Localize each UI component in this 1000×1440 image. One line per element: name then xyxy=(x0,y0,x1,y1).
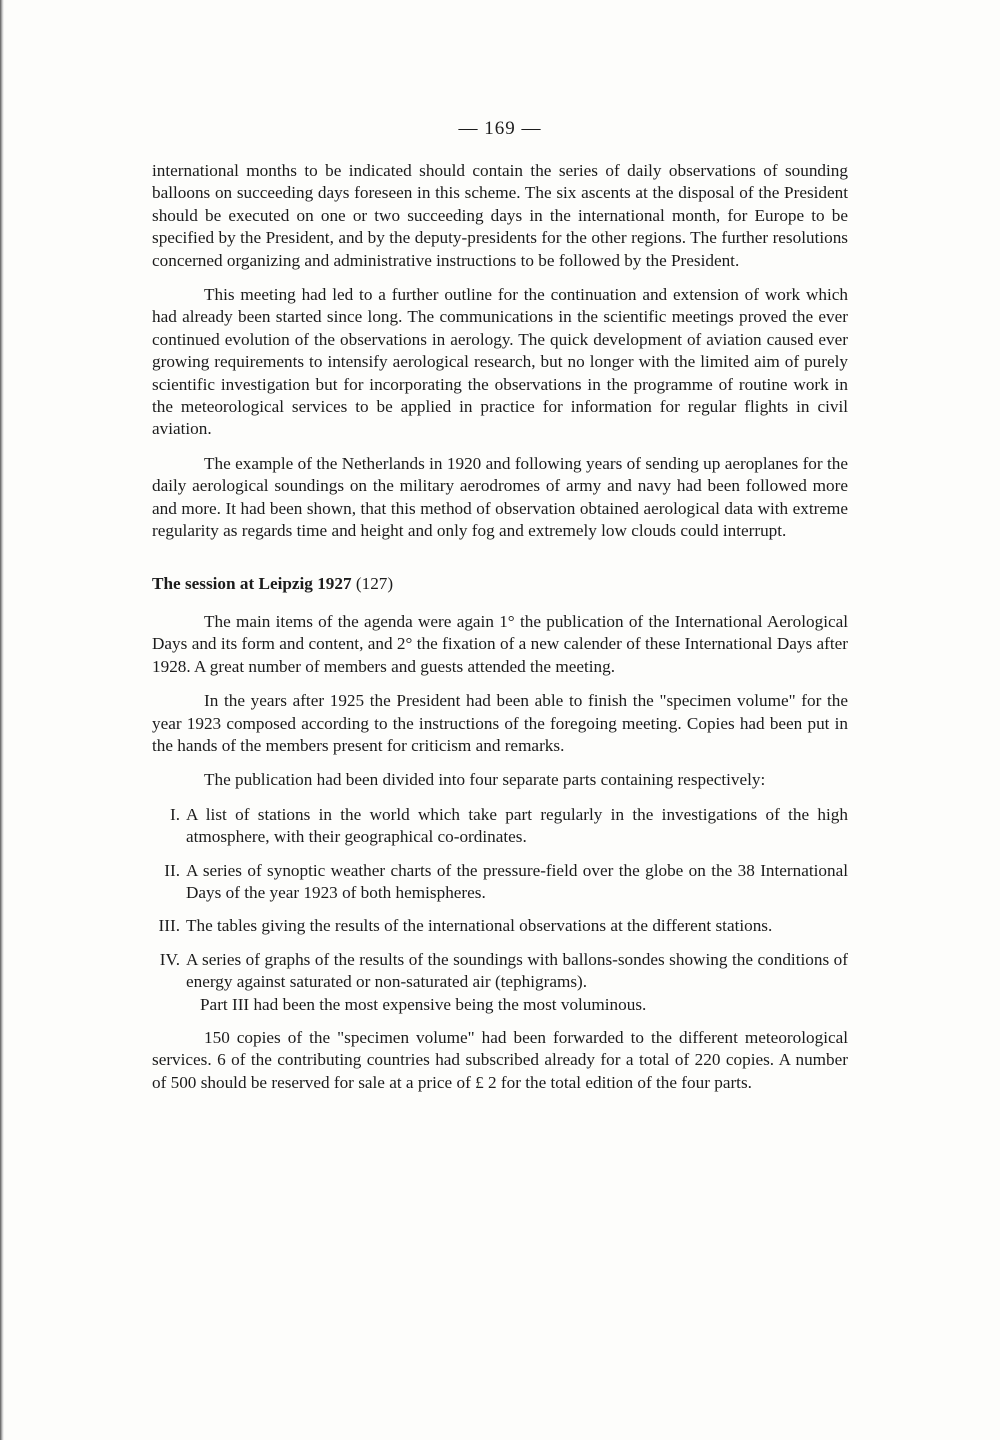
paragraph-publication-parts: The publication had been divided into four separate parts containing respectively: xyxy=(204,770,766,790)
list-item xyxy=(152,860,848,905)
paragraph-copies: 150 copies of the "specimen volume" had been forwarded to the different meteorological services. 6 of the contributing countries had subscribed already for a total of 220 copies. A number of 500 should be reserved for sale at a price of £ 2 for the total edition of the four parts. xyxy=(152,1028,848,1092)
list-item-tail: Part III had been the most expensive being the most voluminous. xyxy=(200,994,647,1014)
list-item-text: The tables giving the results of the international observations at the different stations. xyxy=(186,916,773,936)
parts-list xyxy=(152,804,848,1016)
section-heading-ref: (127) xyxy=(355,573,394,593)
section-heading-title: The session at Leipzig 1927 xyxy=(152,573,352,593)
list-item xyxy=(152,949,848,1016)
paragraph-netherlands: The example of the Netherlands in 1920 and following years of sending up aeroplanes for the daily aerological soundings on the military aerodromes of army and navy had been followed more and more. It had been shown, that this method of observation obtained aerological data with extreme regularity as regards time and height and only fog and extremely low clouds could interrupt. xyxy=(152,453,848,541)
paragraph-specimen-volume: In the years after 1925 the President had been able to finish the "specimen volume" for the year 1923 composed according to the instructions of the foregoing meeting. Copies had been put in the hands of the members present for criticism and remarks. xyxy=(152,691,848,755)
paragraph-agenda: The main items of the agenda were again 1° the publication of the International Aerological Days and its form and content, and 2° the fixation of a new calender of these International Days after 1928. A great number of members and guests attended the meeting. xyxy=(152,611,848,676)
list-item-text: A list of stations in the world which take part regularly in the investigations of the high atmosphere, with their geographical co-ordinates. xyxy=(186,804,848,847)
paragraph-outline: This meeting had led to a further outline for the continuation and extension of work which had already been started since long. The communications in the scientific meetings proved the ever continued evolution of the observations in aerology. The quick development of aviation caused ever growing requirements to intensify aerological research, but no longer with the limited aim of purely scientific investigation but for incorporating the observations in the programme of routine work in the meteorological services to be applied in practice for information for regular flights in civil aviation. xyxy=(152,285,848,439)
list-item xyxy=(152,915,848,937)
page-number: — 169 — xyxy=(458,118,542,139)
scan-edge-shadow xyxy=(0,0,4,1440)
list-item-text: A series of synoptic weather charts of the pressure-field over the globe on the 38 International Days of the year 1923 of both hemispheres. xyxy=(186,860,848,902)
list-item-number: IV. xyxy=(159,949,180,969)
list-item-number: III. xyxy=(158,916,180,936)
list-item xyxy=(152,804,848,849)
list-item-number: II. xyxy=(164,860,180,880)
page-body xyxy=(152,160,848,1106)
list-item-text: A series of graphs of the results of the soundings with ballons-sondes showing the conditions of energy against saturated or non-saturated air (tephigrams). xyxy=(186,949,848,992)
paragraph-continuation: international months to be indicated should contain the series of daily observations of sounding balloons on succeeding days foreseen in this scheme. The six ascents at the disposal of the President should be executed on one or two succeeding days in the international month, for Europe to be specified by the President, and by the deputy-presidents for the other regions. The further resolutions concerned organizing and administrative instructions to be followed by the President. xyxy=(152,161,848,270)
list-item-number: I. xyxy=(169,804,180,824)
section-heading-leipzig xyxy=(152,573,848,595)
